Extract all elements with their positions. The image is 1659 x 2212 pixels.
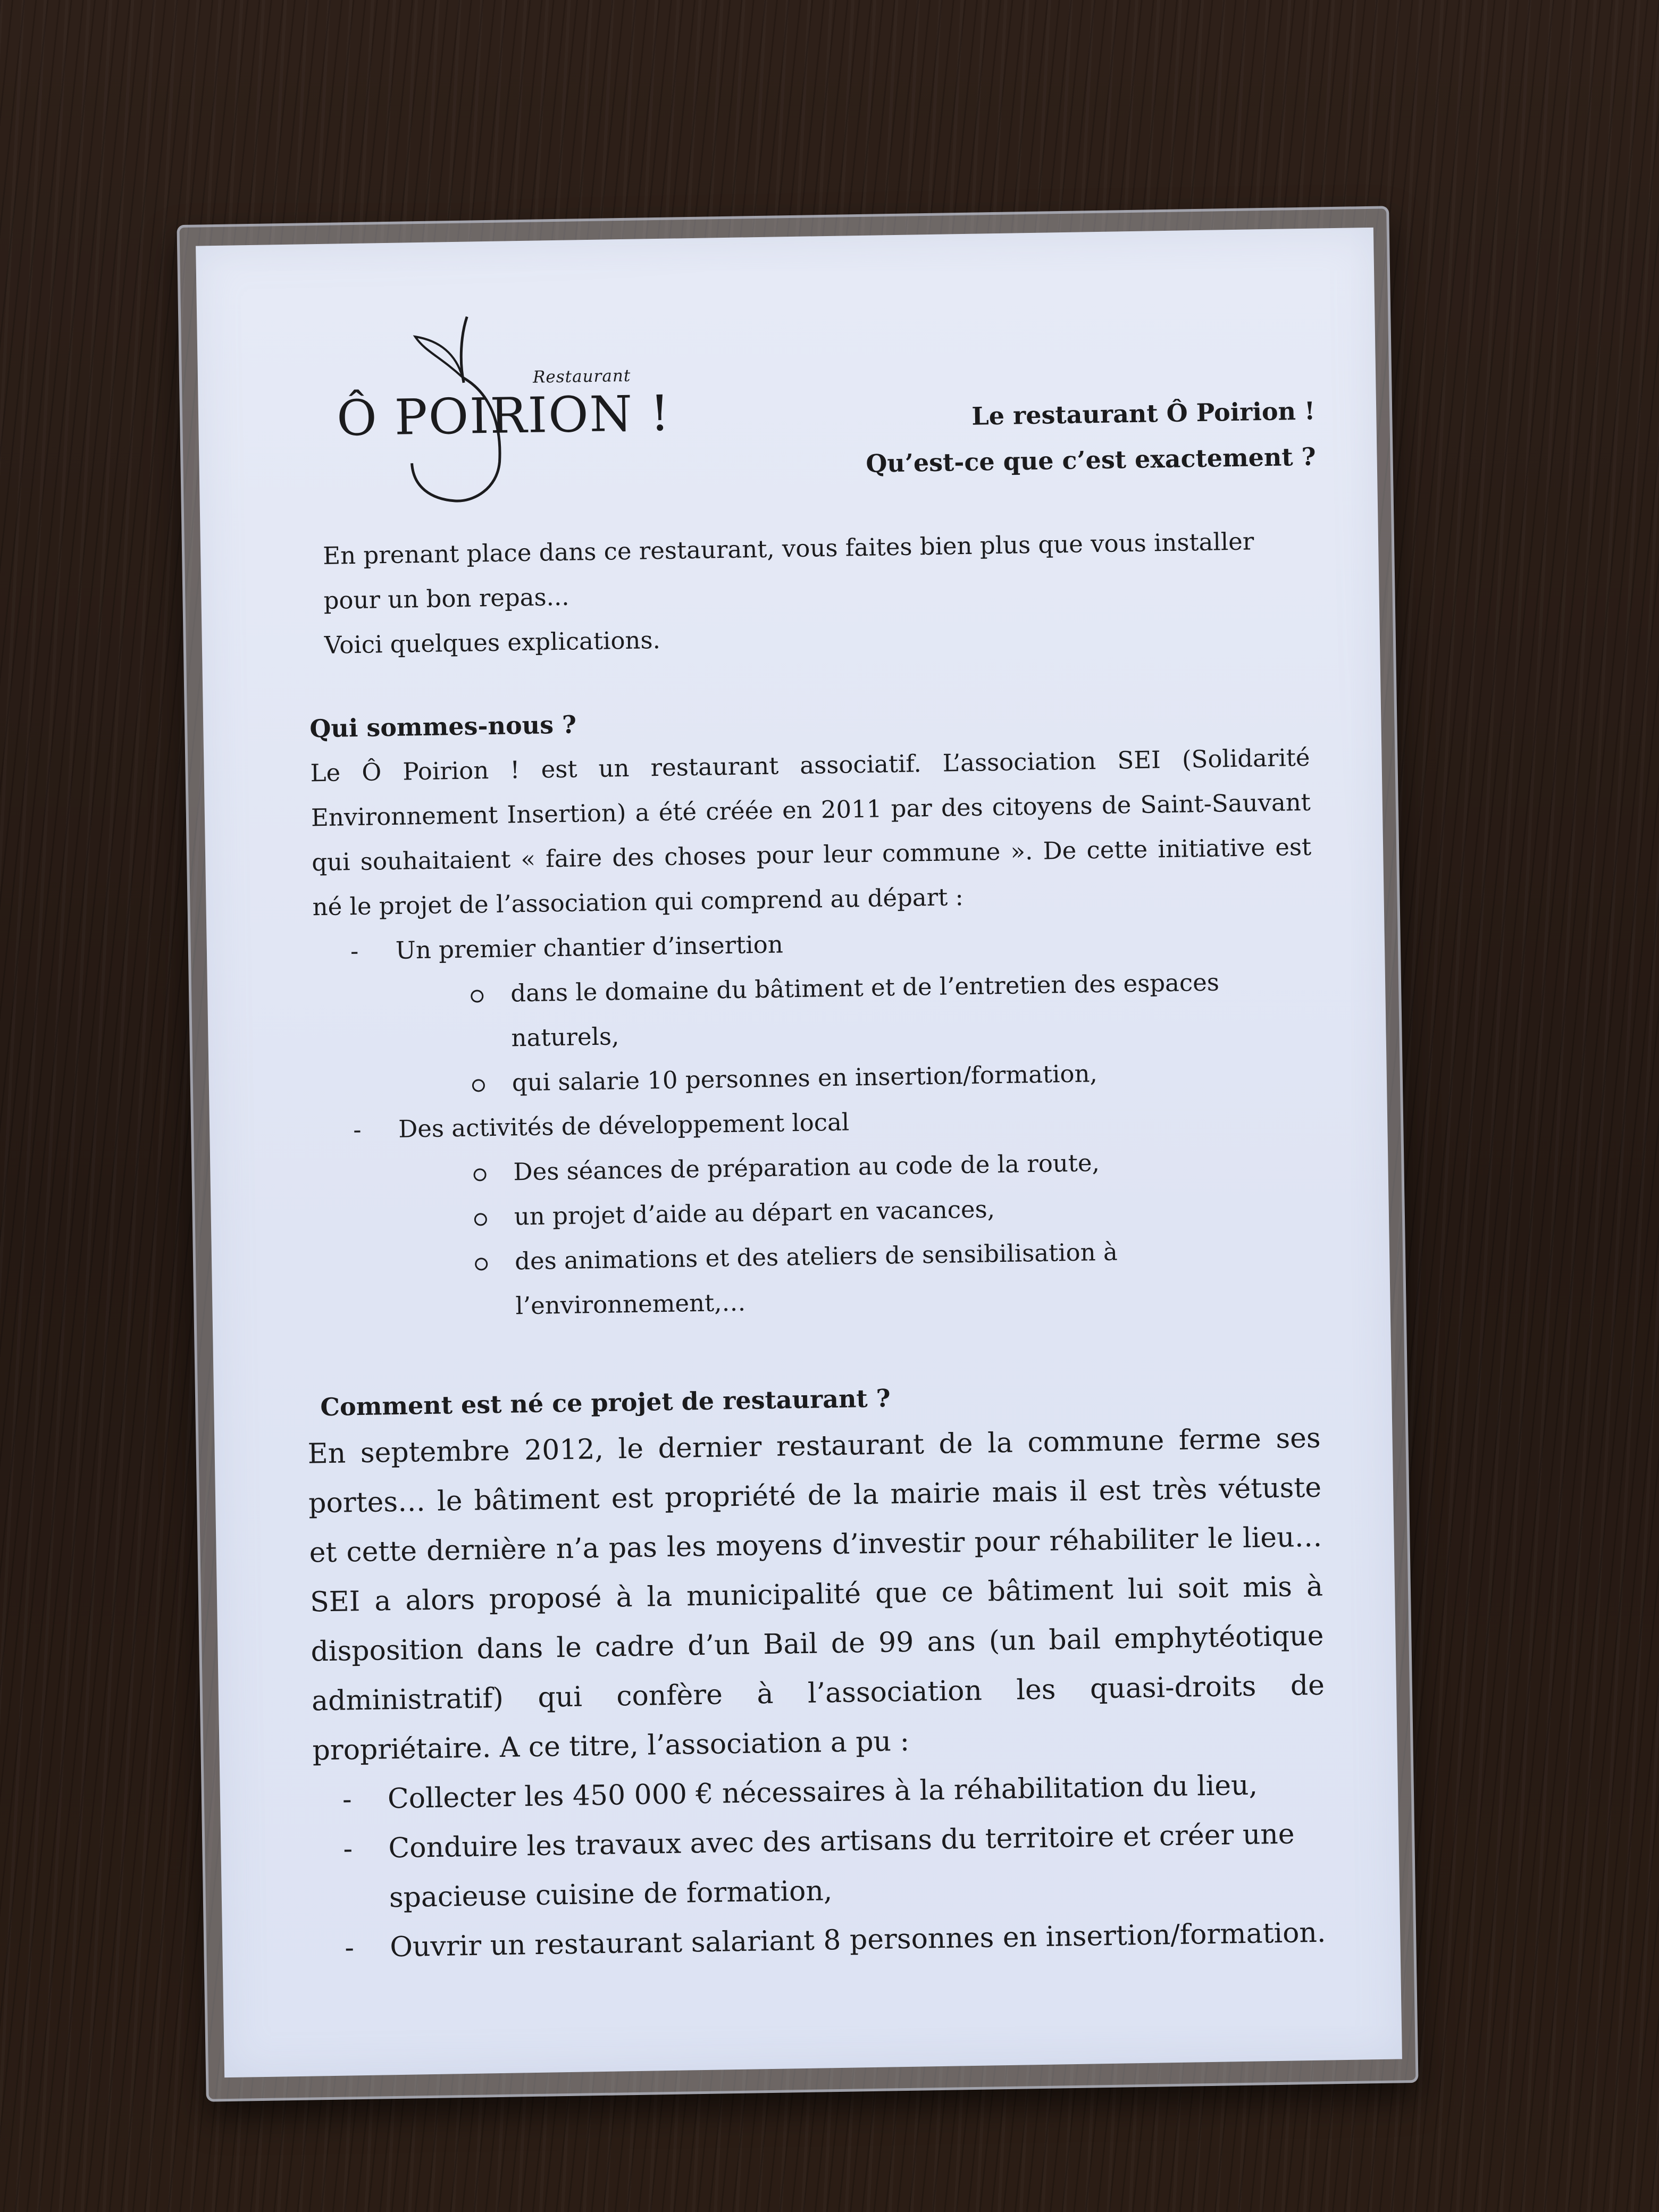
section2-body xyxy=(307,1414,1329,1974)
intro-line1: En prenant place dans ce restaurant, vous faites bien plus que vous installer pour un bon repas... xyxy=(322,527,1254,615)
list-item xyxy=(350,914,1315,1108)
document-body xyxy=(307,518,1329,1973)
sublist-item: qui salarie 10 personnes en insertion/formation, xyxy=(472,1048,1315,1106)
list-item xyxy=(353,1093,1319,1331)
section1-paragraph: Le Ô Poirion ! est un restaurant associatif. L’association SEI (Solidarité Environnement Insertion) a été créée en 2011 par des citoyens de Saint-Sauvant qui souhaitaient « faire des choses pour leur commune ». De cette initiative est né le projet de l’association qui comprend au départ : xyxy=(310,743,1312,921)
list-item-label: Des activités de développement local xyxy=(398,1108,850,1143)
section2-heading: Comment est né ce projet de restaurant ? xyxy=(320,1384,891,1422)
list-item-label: Un premier chantier d’insertion xyxy=(395,930,784,965)
list-item: - Conduire les travaux avec des artisans du territoire et créer une spacieuse cuisine de formation, xyxy=(343,1809,1328,1924)
logo-name: Ô POIRION ! xyxy=(336,384,672,447)
header-line2: Qu’est-ce que c’est exactement ? xyxy=(865,442,1316,478)
section1-list xyxy=(313,914,1319,1331)
sublist-item: des animations et des ateliers de sensibilisation à l’environnement,… xyxy=(475,1227,1319,1329)
sublist-item: Des séances de préparation au code de la route, xyxy=(473,1137,1317,1195)
list-item: - Ouvrir un restaurant salariant 8 personnes en insertion/formation. xyxy=(345,1908,1329,1973)
sublist xyxy=(399,1137,1319,1330)
header-title xyxy=(865,388,1316,487)
restaurant-logo xyxy=(335,300,672,518)
section1-heading: Qui sommes-nous ? xyxy=(309,710,577,743)
sublist-item: un projet d’aide au départ en vacances, xyxy=(474,1182,1317,1240)
header-line1: Le restaurant Ô Poirion ! xyxy=(971,396,1316,431)
list-item: - Collecter les 450 000 € nécessaires à la réhabilitation du lieu, xyxy=(342,1760,1326,1825)
section2-list xyxy=(313,1760,1329,1974)
sublist xyxy=(396,959,1316,1107)
sublist-item: dans le domaine du bâtiment et de l’entretien des espaces naturels, xyxy=(471,959,1314,1061)
logo-restaurant-word: Restaurant xyxy=(532,366,631,387)
section2-paragraph: En septembre 2012, le dernier restaurant de la commune ferme ses portes… le bâtiment est propriété de la mairie mais il est très vétuste et cette dernière n’a pas les moyens d’investir pour réhabiliter le lieu… SEI a alors proposé à la municipalité que ce bâtiment lui soit mis à disposition dans le cadre d’un Bail de 99 ans (un bail emphytéotique administratif) qui confère à l’association les quasi-droits de propriétaire. A ce titre, l’association a pu : xyxy=(307,1422,1325,1767)
intro-line2: Voici quelques explications. xyxy=(324,625,661,659)
document-page xyxy=(196,228,1402,2077)
